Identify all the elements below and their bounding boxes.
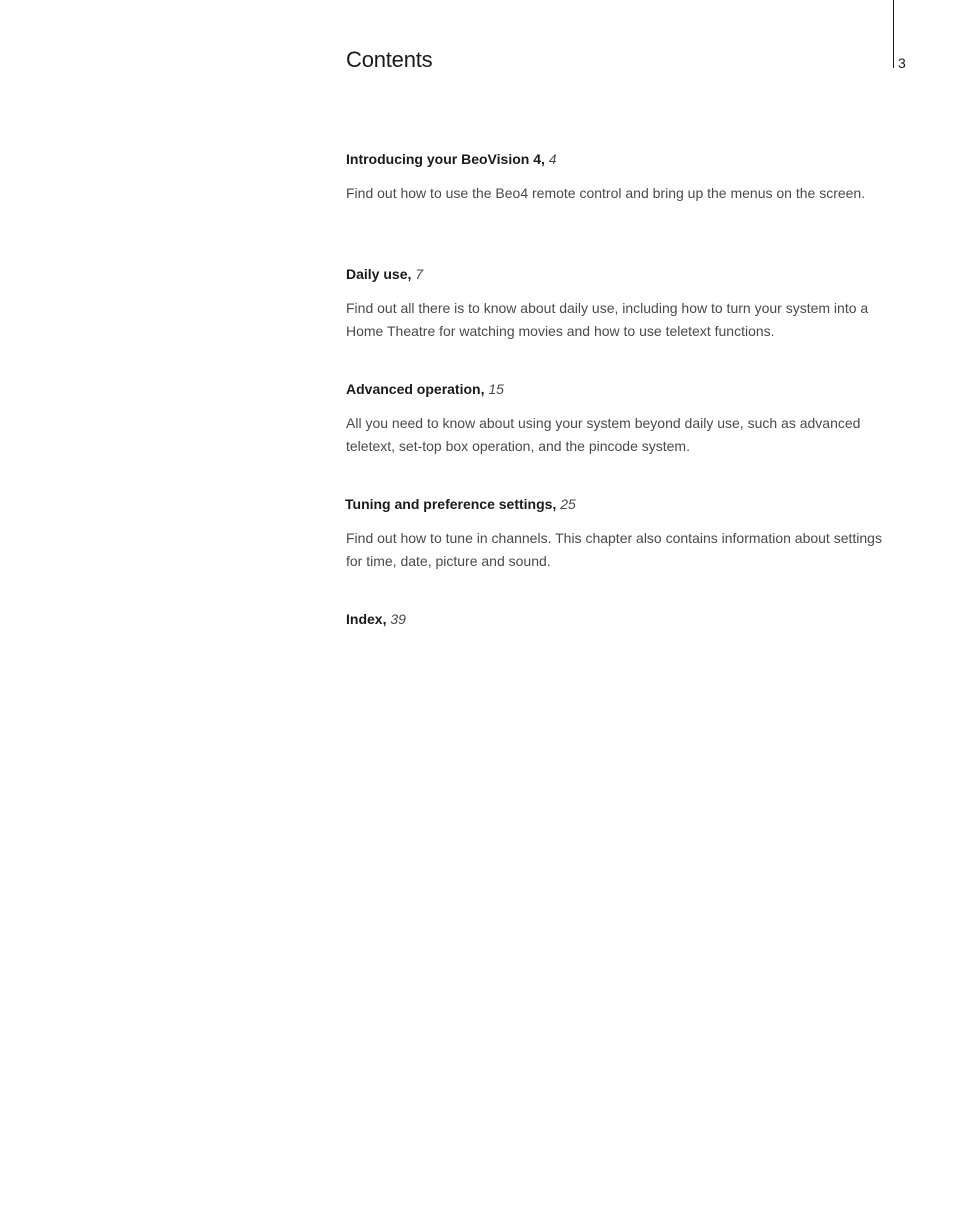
toc-entry-index bbox=[346, 609, 894, 724]
toc-entry-daily-use bbox=[346, 264, 894, 379]
toc-page-ref: 4 bbox=[548, 151, 557, 167]
toc-entry-tuning-preferences bbox=[346, 494, 894, 609]
toc-heading-daily-use[interactable] bbox=[346, 264, 894, 284]
toc-page-ref: 25 bbox=[560, 496, 576, 512]
toc-heading-text: Daily use, bbox=[346, 266, 412, 282]
page-number: 3 bbox=[898, 55, 906, 71]
toc-heading-advanced-operation[interactable] bbox=[346, 379, 894, 399]
toc-description: All you need to know about using your system beyond daily use, such as advanced teletext, set-top box operation, and the pincode system. bbox=[346, 415, 861, 454]
page-edge-rule bbox=[893, 0, 894, 68]
toc-heading-index[interactable] bbox=[346, 609, 894, 629]
toc-heading-tuning-preferences[interactable] bbox=[345, 494, 894, 514]
toc-heading-text: Introducing your BeoVision 4, bbox=[346, 151, 545, 167]
toc-page-ref: 15 bbox=[488, 381, 504, 397]
toc-heading-text: Tuning and preference settings, bbox=[345, 496, 557, 512]
toc-description: Find out how to use the Beo4 remote control and bring up the menus on the screen. bbox=[346, 185, 866, 201]
page-title: Contents bbox=[346, 47, 433, 72]
toc-description: Find out all there is to know about daily use, including how to turn your system into a Home Theatre for watching movies and how to use teletext functions. bbox=[346, 300, 869, 339]
toc-page-ref: 7 bbox=[415, 266, 424, 282]
toc-heading-text: Advanced operation, bbox=[346, 381, 485, 397]
toc-page-ref: 39 bbox=[390, 611, 406, 627]
toc-heading-introducing[interactable] bbox=[346, 149, 894, 169]
toc-description: Find out how to tune in channels. This chapter also contains information about settings for time, date, picture and sound. bbox=[346, 530, 882, 569]
toc-heading-text: Index, bbox=[346, 611, 387, 627]
table-of-contents bbox=[346, 149, 894, 724]
toc-entry-advanced-operation bbox=[346, 379, 894, 494]
toc-entry-introducing bbox=[346, 149, 894, 264]
